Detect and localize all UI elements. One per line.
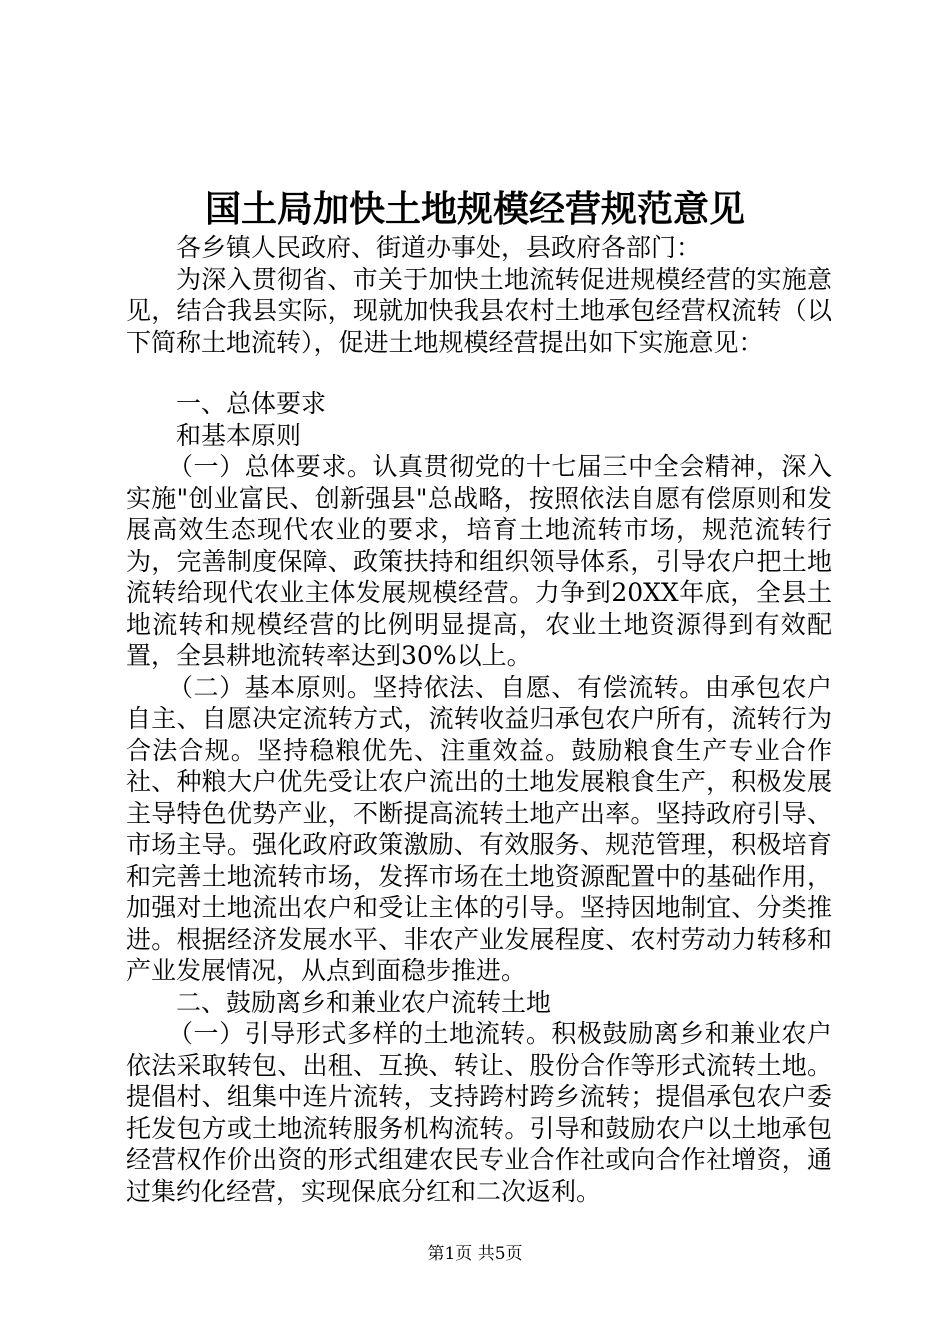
document-title: 国土局加快土地规模经营规范意见 <box>204 188 745 230</box>
section-2-heading: 二、鼓励离乡和兼业农户流转土地 <box>176 987 552 1017</box>
intro-paragraph: 为深入贯彻省、市关于加快土地流转促进规模经营的实施意见，结合我县实际，现就加快我县农村土地承包经营权流转（以下简称土地流转），促进土地规模经营提出如下实施意见： <box>126 264 832 357</box>
section-1-heading-continued: 和基本原则 <box>176 420 302 450</box>
section-2-paragraph-1: （一）引导形式多样的土地流转。积极鼓励离乡和兼业农户依法采取转包、出租、互换、转让、股份合作等形式流转土地。提倡村、组集中连片流转，支持跨村跨乡流转；提倡承包农户委托发包方或土地流转服务机构流转。引导和鼓励农户以土地承包经营权作价出资的形式组建农民专业合作社或向合作社增资，通过集约化经营，实现保底分红和二次返利。 <box>126 1019 832 1206</box>
page-footer: 第1页 共5页 <box>427 1244 523 1264</box>
section-1-paragraph-1: （一）总体要求。认真贯彻党的十七届三中全会精神，深入实施"创业富民、创新强县"总战略，按照依法自愿有偿原则和发展高效生态现代农业的要求，培育土地流转市场，规范流转行为，完善制度保障、政策扶持和组织领导体系，引导农户把土地流转给现代农业主体发展规模经营。力争到20XX年底，全县土地流转和规模经营的比例明显提高，农业土地资源得到有效配置，全县耕地流转率达到30%以上。 <box>126 452 832 670</box>
section-1-heading: 一、总体要求 <box>176 389 327 418</box>
document-body <box>126 232 832 1207</box>
section-1-paragraph-2: （二）基本原则。坚持依法、自愿、有偿流转。由承包农户自主、自愿决定流转方式，流转收益归承包农户所有，流转行为合法合规。坚持稳粮优先、注重效益。鼓励粮食生产专业合作社、种粮大户优先受让农户流出的土地发展粮食生产，积极发展主导特色优势产业，不断提高流转土地产出率。坚持政府引导、市场主导。强化政府政策激励、有效服务、规范管理，积极培育和完善土地流转市场，发挥市场在土地资源配置中的基础作用，加强对土地流出农户和受让主体的引导。坚持因地制宜、分类推进。根据经济发展水平、非农产业发展程度、农村劳动力转移和产业发展情况，从点到面稳步推进。 <box>126 672 832 985</box>
salutation: 各乡镇人民政府、街道办事处，县政府各部门： <box>176 233 702 262</box>
